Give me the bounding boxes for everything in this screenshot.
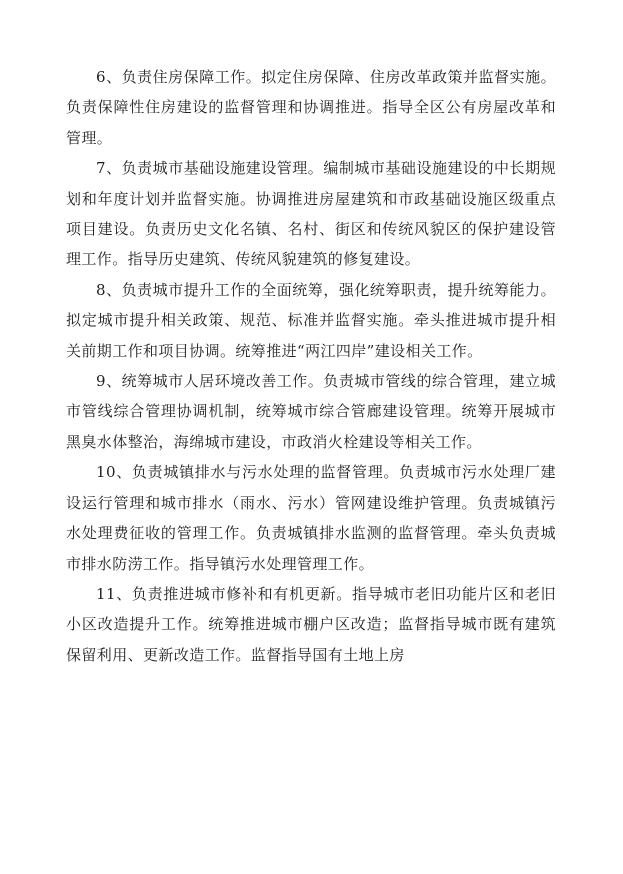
paragraph-item-7: 7、负责城市基础设施建设管理。编制城市基础设施建设的中长期规划和年度计划并监督实施。协调推进房屋建筑和市政基础设施区级重点项目建设。负责历史文化名镇、名村、街区和传统风貌区的保护建设管理工作。指导历史建筑、传统风貌建筑的修复建设。 — [66, 159, 556, 269]
paragraph-item-11: 11、负责推进城市修补和有机更新。指导城市老旧功能片区和老旧小区改造提升工作。统筹推进城市棚户区改造；监督指导城市既有建筑保留利用、更新改造工作。监督指导国有土地上房 — [66, 584, 556, 664]
document-page — [66, 62, 556, 670]
paragraph-item-6: 6、负责住房保障工作。拟定住房保障、住房改革政策并监督实施。负责保障性住房建设的监督管理和协调推进。指导全区公有房屋改革和管理。 — [66, 68, 556, 147]
paragraph-item-10: 10、负责城镇排水与污水处理的监督管理。负责城市污水处理厂建设运行管理和城市排水（雨水、污水）管网建设维护管理。负责城镇污水处理费征收的管理工作。负责城镇排水监测的监督管理。牵头负责城市排水防涝工作。指导镇污水处理管理工作。 — [66, 463, 556, 573]
paragraph-item-8: 8、负责城市提升工作的全面统筹，强化统筹职责，提升统筹能力。拟定城市提升相关政策、规范、标准并监督实施。牵头推进城市提升相关前期工作和项目协调。统筹推进“两江四岸”建设相关工作。 — [66, 280, 556, 360]
paragraph-item-9: 9、统筹城市人居环境改善工作。负责城市管线的综合管理，建立城市管线综合管理协调机制，统筹城市综合管廊建设管理。统筹开展城市黑臭水体整治，海绵城市建设，市政消火栓建设等相关工作。 — [66, 372, 556, 451]
